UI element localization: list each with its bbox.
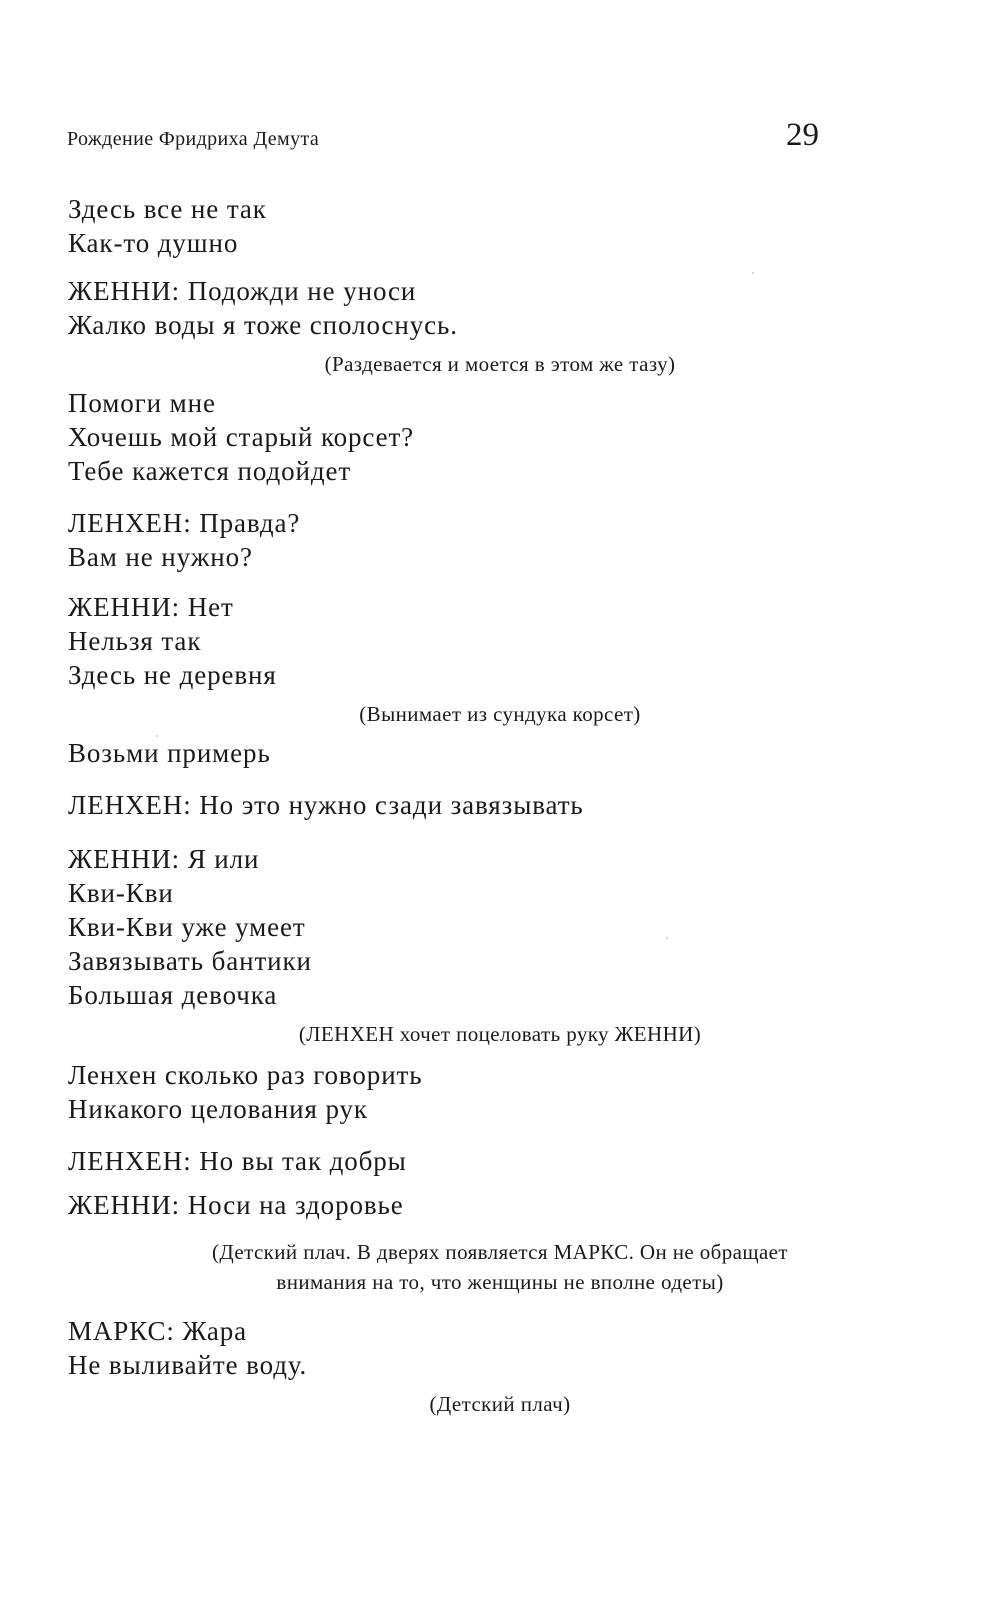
dialogue-line: ЖЕННИ: Нет xyxy=(68,592,234,622)
dialogue-line: Никакого целования рук xyxy=(68,1094,368,1124)
dialogue-line: Завязывать бантики xyxy=(68,946,312,976)
dialogue-line: Помоги мне xyxy=(68,388,216,418)
paper-speck xyxy=(156,735,158,737)
dialogue-line: Как-то душно xyxy=(68,228,239,258)
dialogue-line: Не выливайте воду. xyxy=(68,1350,308,1380)
paper-speck xyxy=(666,937,668,939)
stage-direction: внимания на то, что женщины не вполне одеты) xyxy=(276,1270,724,1294)
dialogue-line: ЖЕННИ: Я или xyxy=(68,844,260,874)
dialogue-line: Здесь не деревня xyxy=(68,660,277,690)
dialogue-line: Нельзя так xyxy=(68,626,202,656)
paper-speck xyxy=(752,272,754,274)
dialogue-line: ЖЕННИ: Подожди не уноси xyxy=(68,276,417,306)
dialogue-line: Возьми примерь xyxy=(68,738,271,768)
stage-direction: (Вынимает из сундука корсет) xyxy=(359,702,641,726)
dialogue-line: ЛЕНХЕН: Правда? xyxy=(68,508,301,538)
dialogue-line: ЖЕННИ: Носи на здоровье xyxy=(68,1190,404,1220)
stage-direction: (Детский плач. В дверях появляется МАРКС. Он не обращает xyxy=(212,1240,788,1264)
dialogue-line: Ленхен сколько раз говорить xyxy=(68,1060,423,1090)
stage-direction: (Детский плач) xyxy=(429,1392,571,1416)
dialogue-line: МАРКС: Жара xyxy=(68,1316,248,1346)
dialogue-line: Тебе кажется подойдет xyxy=(68,456,352,486)
dialogue-line: Жалко воды я тоже сполоснусь. xyxy=(68,310,458,340)
dialogue-line: ЛЕНХЕН: Но это нужно сзади завязывать xyxy=(68,790,584,820)
dialogue-line: Кви-Кви уже умеет xyxy=(68,912,306,942)
dialogue-line: Большая девочка xyxy=(68,980,278,1010)
dialogue-line: Здесь все не так xyxy=(68,194,267,224)
stage-direction: (ЛЕНХЕН хочет поцеловать руку ЖЕННИ) xyxy=(298,1022,702,1046)
dialogue-line: Вам не нужно? xyxy=(68,542,253,572)
stage-direction: (Раздевается и моется в этом же тазу) xyxy=(324,352,676,376)
running-header: Рождение Фридриха Демута xyxy=(67,128,320,150)
dialogue-line: Кви-Кви xyxy=(68,878,174,908)
page-number: 29 xyxy=(786,117,819,153)
dialogue-line: ЛЕНХЕН: Но вы так добры xyxy=(68,1146,407,1176)
dialogue-line: Хочешь мой старый корсет? xyxy=(68,422,415,452)
